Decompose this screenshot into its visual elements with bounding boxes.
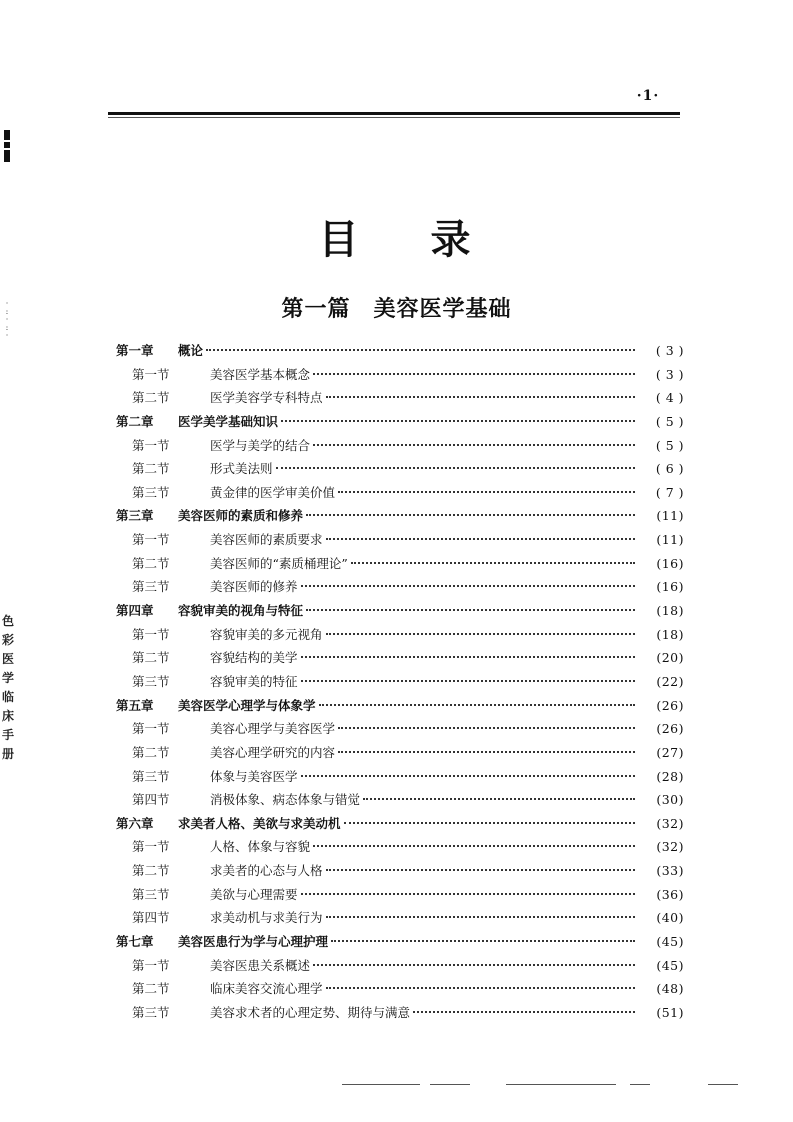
section-number: 第一节 (132, 957, 170, 973)
dot-leader (276, 467, 635, 469)
dot-leader (313, 845, 635, 847)
page-reference: (11) (656, 508, 684, 524)
toc-section-row (116, 979, 684, 1003)
page-reference: (26) (656, 721, 684, 737)
toc-section-row (116, 648, 684, 672)
section-number: 第三节 (132, 484, 170, 500)
section-number: 第二节 (132, 555, 170, 571)
section-number: 第三节 (132, 1004, 170, 1020)
chapter-number: 第六章 (116, 815, 154, 831)
dot-leader (344, 822, 635, 824)
spine-text: 色彩医学临床手册 (1, 614, 14, 761)
section-title: 美容医患关系概述 (210, 957, 311, 973)
section-title: 美容心理学与美容医学 (210, 721, 336, 737)
section-title: 体象与美容医学 (210, 768, 298, 784)
dot-leader (306, 514, 635, 516)
page-reference: (51) (656, 1004, 684, 1020)
section-number: 第四节 (132, 910, 170, 926)
page-reference: ( 4 ) (655, 390, 684, 406)
dot-leader (338, 491, 635, 493)
dot-leader (301, 656, 635, 658)
section-title: 消极体象、病态体象与错觉 (210, 792, 361, 808)
chapter-number: 第一章 (116, 343, 154, 358)
section-title: 美容心理学研究的内容 (210, 744, 336, 760)
toc-section-row (116, 388, 684, 412)
dot-leader (413, 1011, 635, 1013)
toc-section-row (116, 885, 684, 909)
section-number: 第三节 (132, 673, 170, 689)
toc-section-row (116, 436, 684, 460)
section-title: 美容医师的素质要求 (210, 532, 323, 548)
section-number: 第一节 (132, 437, 170, 453)
page-reference: (26) (656, 697, 684, 713)
section-number: 第一节 (132, 532, 170, 548)
section-number: 第二节 (132, 390, 170, 406)
page-reference: (45) (656, 957, 684, 973)
chapter-title: 容貌审美的视角与特征 (178, 603, 304, 619)
section-title: 美容医学基本概念 (210, 366, 311, 382)
dot-leader (326, 869, 635, 871)
toc-chapter-row (116, 814, 684, 838)
page-reference: (16) (656, 579, 684, 595)
section-title: 美欲与心理需要 (210, 886, 298, 902)
page-reference: (45) (656, 934, 684, 950)
page-reference: (30) (656, 792, 684, 808)
toc-list (116, 341, 684, 1027)
toc-section-row (116, 767, 684, 791)
section-number: 第三节 (132, 579, 170, 595)
toc-section-row (116, 625, 684, 649)
dot-leader (313, 964, 635, 966)
section-title: 人格、体象与容貌 (210, 839, 311, 855)
binding-marks (4, 130, 18, 164)
page-reference: (22) (656, 673, 684, 689)
dot-leader (338, 727, 635, 729)
section-number: 第二节 (132, 461, 170, 477)
dot-leader (301, 893, 635, 895)
section-title: 美容求术者的心理定势、期待与满意 (210, 1004, 411, 1020)
chapter-number: 第七章 (116, 934, 154, 950)
toc-section-row (116, 908, 684, 932)
section-title: 求美者的心态与人格 (210, 863, 323, 879)
dot-leader (313, 444, 635, 446)
dot-leader (306, 609, 635, 611)
bottom-scan-noise (320, 1084, 740, 1086)
toc-chapter-row (116, 696, 684, 720)
page-reference: ( 5 ) (655, 437, 684, 453)
part-title: 第一篇 美容医学基础 (281, 296, 512, 322)
toc-chapter-row (116, 601, 684, 625)
chapter-title: 美容医患行为学与心理护理 (178, 934, 329, 950)
chapter-title: 医学美学基础知识 (178, 413, 279, 429)
dot-leader (206, 349, 635, 351)
toc-section-row (116, 790, 684, 814)
page-reference: (18) (656, 626, 684, 642)
toc-title-char-1: 目 (318, 217, 363, 263)
chapter-title: 概论 (178, 343, 204, 358)
chapter-number: 第二章 (116, 413, 154, 429)
page-reference: (48) (656, 981, 684, 997)
section-number: 第二节 (132, 744, 170, 760)
dot-leader (326, 633, 635, 635)
dot-leader (313, 373, 635, 375)
chapter-title: 求美者人格、美欲与求美动机 (178, 815, 341, 831)
section-title: 医学美容学专科特点 (210, 390, 323, 406)
toc-section-row (116, 1003, 684, 1027)
section-number: 第二节 (132, 650, 170, 666)
dot-leader (363, 798, 635, 800)
toc-title (0, 208, 793, 265)
page-reference: (36) (656, 886, 684, 902)
page-reference: ( 5 ) (655, 413, 684, 429)
toc-section-row (116, 956, 684, 980)
section-title: 美容医师的“素质桶理论” (210, 555, 348, 571)
page-number: ·1· (636, 88, 660, 104)
dot-leader (351, 562, 635, 564)
toc-chapter-row (116, 412, 684, 436)
section-title: 形式美法则 (210, 461, 273, 477)
page-reference: (40) (656, 910, 684, 926)
page-reference: ( 6 ) (655, 461, 684, 477)
page-reference: (33) (656, 863, 684, 879)
dot-leader (331, 940, 635, 942)
dot-leader (301, 775, 635, 777)
section-title: 容貌结构的美学 (210, 650, 298, 666)
toc-section-row (116, 530, 684, 554)
section-title: 求美动机与求美行为 (210, 910, 323, 926)
section-title: 临床美容交流心理学 (210, 981, 323, 997)
dot-leader (301, 680, 635, 682)
chapter-number: 第五章 (116, 697, 154, 713)
page-reference: (20) (656, 650, 684, 666)
section-number: 第一节 (132, 626, 170, 642)
chapter-number: 第四章 (116, 603, 154, 619)
dot-leader (319, 704, 635, 706)
section-number: 第三节 (132, 886, 170, 902)
toc-chapter-row (116, 932, 684, 956)
dot-leader (301, 585, 635, 587)
section-title: 容貌审美的特征 (210, 673, 298, 689)
page-reference: (16) (656, 555, 684, 571)
section-number: 第一节 (132, 366, 170, 382)
section-title: 医学与美学的结合 (210, 437, 311, 453)
chapter-title: 美容医师的素质和修养 (178, 508, 304, 524)
dot-leader (326, 987, 635, 989)
toc-section-row (116, 554, 684, 578)
margin-dots: · : · : · (5, 299, 9, 340)
toc-title-char-2: 录 (430, 217, 475, 263)
toc-section-row (116, 743, 684, 767)
section-number: 第一节 (132, 839, 170, 855)
page-reference: ( 3 ) (655, 343, 684, 358)
section-title: 容貌审美的多元视角 (210, 626, 323, 642)
section-number: 第一节 (132, 721, 170, 737)
toc-chapter-row (116, 506, 684, 530)
toc-section-row (116, 483, 684, 507)
toc-section-row (116, 719, 684, 743)
page-reference: (28) (656, 768, 684, 784)
page-reference: (27) (656, 744, 684, 760)
section-number: 第二节 (132, 863, 170, 879)
page-reference: ( 3 ) (655, 366, 684, 382)
chapter-number: 第三章 (116, 508, 154, 524)
dot-leader (326, 916, 635, 918)
section-number: 第三节 (132, 768, 170, 784)
toc-section-row (116, 861, 684, 885)
header-rule-thin (108, 117, 680, 118)
toc-section-row (116, 577, 684, 601)
toc-chapter-row (116, 341, 684, 365)
page-reference: ( 7 ) (655, 484, 684, 500)
dot-leader (281, 420, 635, 422)
page-reference: (18) (656, 603, 684, 619)
section-title: 黄金律的医学审美价值 (210, 484, 336, 500)
page-reference: (32) (656, 839, 684, 855)
header-rule (108, 112, 680, 115)
dot-leader (326, 396, 635, 398)
toc-section-row (116, 365, 684, 389)
toc-section-row (116, 837, 684, 861)
section-number: 第四节 (132, 792, 170, 808)
chapter-title: 美容医学心理学与体象学 (178, 697, 316, 713)
section-number: 第二节 (132, 981, 170, 997)
page-reference: (32) (656, 815, 684, 831)
dot-leader (338, 751, 635, 753)
toc-section-row (116, 672, 684, 696)
section-title: 美容医师的修养 (210, 579, 298, 595)
page-reference: (11) (656, 532, 684, 548)
toc-section-row (116, 459, 684, 483)
dot-leader (326, 538, 635, 540)
